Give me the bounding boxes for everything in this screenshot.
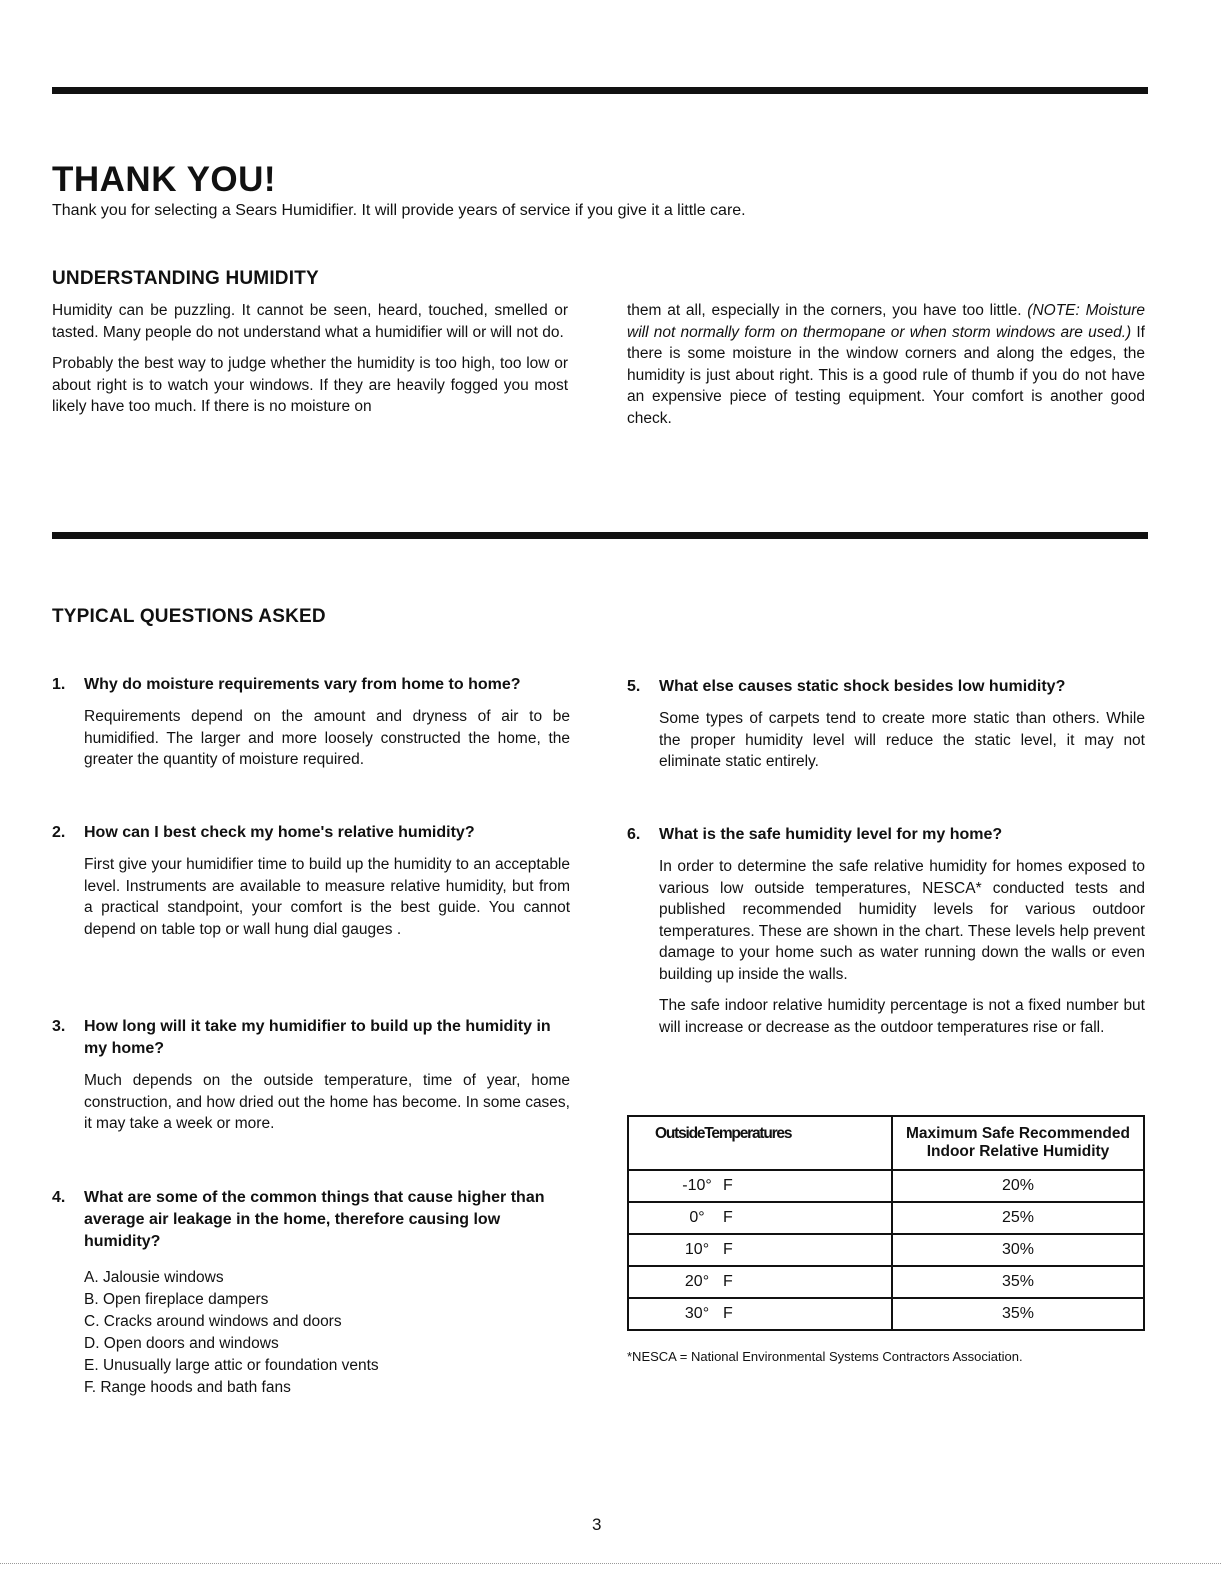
- answer-text: Much depends on the outside temperature, time of year, home construction, and how dried out the home has become. In some cases, it may take a week or more.: [84, 1072, 570, 1132]
- cause-list: [52, 1267, 570, 1399]
- top-rule: [52, 87, 1148, 94]
- temp-unit: F: [723, 1241, 733, 1258]
- question-text: What is the safe humidity level for my home?: [659, 826, 1003, 843]
- temperature-cell: [628, 1170, 892, 1202]
- temperature-cell: [628, 1266, 892, 1298]
- table-header-row: [628, 1116, 1144, 1170]
- temp-unit: F: [723, 1273, 733, 1290]
- understanding-para-3: [627, 300, 1145, 429]
- question-3: [52, 1016, 570, 1135]
- understanding-col2: [627, 300, 1145, 429]
- intro-text: Thank you for selecting a Sears Humidifier. It will provide years of service if you give it a little care.: [52, 202, 746, 219]
- humidity-cell: 30%: [892, 1234, 1144, 1266]
- question-1: [52, 674, 570, 771]
- para-3-end: If there is some moisture in the window corners and along the edges, the humidity is just about right. This is a good rule of thumb if you do not have an expensive piece of testing equipment. Your comfort is another good check.: [627, 323, 1145, 427]
- question-number: 1.: [52, 676, 66, 693]
- answer-text: First give your humidifier time to build up the humidity to an acceptable level. Instruments are available to measure relative humidity, but from a practical standpoint, your comfort is the best guide. You cannot depend on table top or wall hung dial gauges .: [84, 856, 570, 938]
- list-item: D. Open doors and windows: [84, 1335, 279, 1352]
- temp-value: 30°: [684, 1305, 710, 1322]
- temp-unit: F: [723, 1209, 733, 1226]
- understanding-heading: UNDERSTANDING HUMIDITY: [52, 268, 319, 289]
- humidity-cell: 25%: [892, 1202, 1144, 1234]
- question-6: [627, 824, 1145, 1038]
- question-text: How long will it take my humidifier to build up the humidity in my home?: [84, 1018, 551, 1057]
- footnote: *NESCA = National Environmental Systems Contractors Association.: [627, 1349, 1023, 1364]
- answer-text: Requirements depend on the amount and dryness of air to be humidified. The larger and more loosely constructed the home, the greater the quantity of moisture required.: [84, 708, 570, 768]
- list-item: F. Range hoods and bath fans: [84, 1379, 291, 1396]
- question-number: 4.: [52, 1189, 66, 1206]
- answer-text: Some types of carpets tend to create more static than others. While the proper humidity level will reduce the static level, it may not eliminate static entirely.: [659, 710, 1145, 770]
- humidity-table: [627, 1115, 1145, 1331]
- list-item: B. Open fireplace dampers: [84, 1291, 269, 1308]
- question-number: 5.: [627, 678, 641, 695]
- temp-value: -10°: [682, 1177, 712, 1194]
- table-row: [628, 1170, 1144, 1202]
- question-4: [52, 1187, 570, 1399]
- temp-value: 10°: [684, 1241, 710, 1258]
- page-title: THANK YOU!: [52, 160, 277, 199]
- question-5: [627, 676, 1145, 773]
- understanding-para-1: Humidity can be puzzling. It cannot be seen, heard, touched, smelled or tasted. Many people do not understand what a humidifier will or will not do.: [52, 302, 568, 341]
- question-text: What are some of the common things that cause higher than average air leakage in the home, therefore causing low humidity?: [84, 1189, 545, 1250]
- understanding-para-2: Probably the best way to judge whether the humidity is too high, too low or about right is to watch your windows. If they are heavily fogged you most likely have too much. If there is no moisture on: [52, 355, 568, 415]
- temperature-cell: [628, 1234, 892, 1266]
- questions-heading: TYPICAL QUESTIONS ASKED: [52, 606, 326, 627]
- table-row: [628, 1298, 1144, 1330]
- bottom-scan-edge: [0, 1563, 1221, 1564]
- temperature-cell: [628, 1298, 892, 1330]
- list-item: E. Unusually large attic or foundation vents: [84, 1357, 379, 1374]
- answer-text: In order to determine the safe relative humidity for homes exposed to various low outside temperatures, NESCA* conducted tests and published recommended humidity levels for various outdoor temperatures. These are shown in the chart. These levels help prevent damage to your home such as water running down the walls or even building up inside the walls.: [659, 858, 1145, 983]
- humidity-cell: 35%: [892, 1298, 1144, 1330]
- para-3-start: them at all, especially in the corners, you have too little.: [627, 302, 1028, 319]
- answer-text-2: The safe indoor relative humidity percentage is not a fixed number but will increase or decrease as the outdoor temperatures rise or fall.: [659, 997, 1145, 1036]
- note-text: (NOTE: Moisture will not normally form on thermopane or when storm windows are used.): [627, 302, 1146, 341]
- temp-unit: F: [723, 1177, 733, 1194]
- table-header-temperature: OutsideTemperatures: [628, 1116, 892, 1170]
- table-row: [628, 1202, 1144, 1234]
- humidity-cell: 20%: [892, 1170, 1144, 1202]
- question-number: 6.: [627, 826, 641, 843]
- temp-value: 0°: [689, 1209, 705, 1226]
- table-row: [628, 1234, 1144, 1266]
- middle-rule: [52, 532, 1148, 539]
- temp-value: 20°: [684, 1273, 710, 1290]
- table-header-humidity: Maximum Safe Recommended Indoor Relative Humidity: [892, 1116, 1144, 1170]
- question-number: 3.: [52, 1018, 66, 1035]
- temp-unit: F: [723, 1305, 733, 1322]
- understanding-col1: [52, 300, 568, 418]
- humidity-cell: 35%: [892, 1266, 1144, 1298]
- temperature-cell: [628, 1202, 892, 1234]
- question-text: Why do moisture requirements vary from home to home?: [84, 676, 521, 693]
- page-number: 3: [592, 1515, 602, 1534]
- question-text: How can I best check my home's relative humidity?: [84, 824, 475, 841]
- question-number: 2.: [52, 824, 66, 841]
- question-text: What else causes static shock besides low humidity?: [659, 678, 1066, 695]
- table-row: [628, 1266, 1144, 1298]
- question-2: [52, 822, 570, 940]
- list-item: C. Cracks around windows and doors: [84, 1313, 342, 1330]
- list-item: A. Jalousie windows: [84, 1269, 224, 1286]
